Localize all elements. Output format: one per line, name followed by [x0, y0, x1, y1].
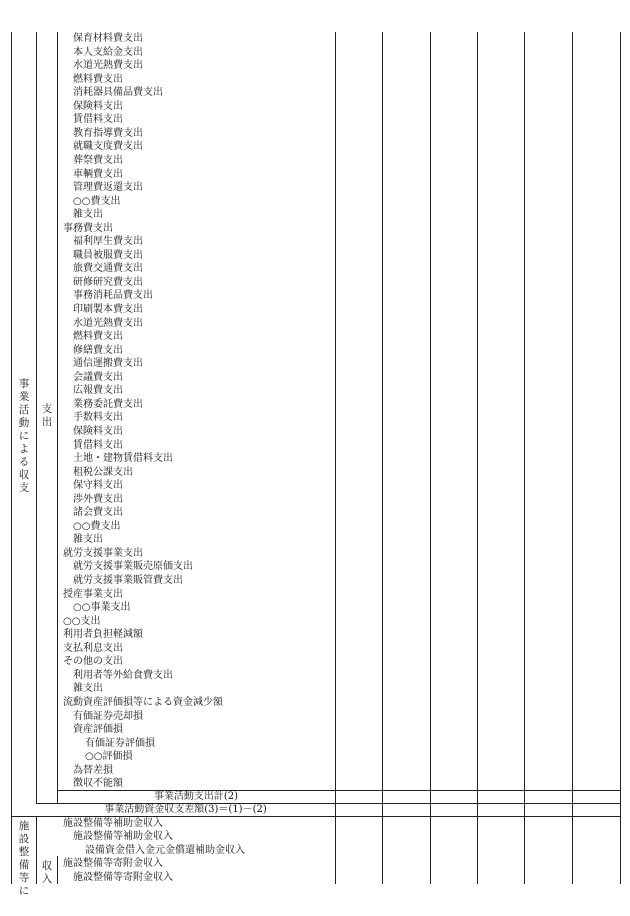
sub-expense-chars-char: 支	[41, 403, 53, 415]
expense-item-row: 消耗器具備品費支出	[73, 87, 163, 99]
rule-col-6	[572, 32, 573, 884]
rule-col-sub	[57, 32, 58, 803]
section-facility-label	[18, 820, 30, 898]
expense-item-row: 利用者負担軽減額	[63, 629, 143, 641]
expense-item-row: 本人支給金支出	[73, 46, 143, 58]
section-facility-chars-char: 備	[18, 859, 30, 871]
expense-item-row: 諸会費支出	[73, 507, 123, 519]
expense-item-row: 就労支援事業販売原価支出	[73, 561, 193, 573]
expense-item-row: 就労支援事業販管費支出	[73, 575, 183, 586]
section-facility-chars-char: 等	[18, 872, 30, 884]
expense-item-row: 手数料支出	[73, 412, 123, 424]
expense-item-row: 就職支度費支出	[73, 141, 143, 153]
section-operating-chars-char: 活	[18, 404, 30, 416]
subsection-income-label	[41, 860, 53, 886]
expense-item-row: 授産事業支出	[63, 588, 123, 600]
expense-item-row: 保険料支出	[73, 425, 123, 437]
expense-item-row: 為替差損	[73, 764, 113, 776]
expense-item-row: 管理費返還支出	[73, 182, 143, 194]
expense-item-row: 会議費支出	[73, 371, 123, 383]
expense-item-row: 福利厚生費支出	[73, 236, 143, 248]
rule-col-1	[335, 32, 336, 884]
rule-col-left	[11, 32, 12, 884]
sub-expense-chars-char: 出	[41, 416, 53, 428]
section-facility-chars-char: 整	[18, 846, 30, 858]
section-operating-chars-char: る	[18, 456, 30, 468]
expense-item-row: 保守料支出	[73, 480, 123, 492]
difference-row-label: 事業活動資金収支差額(3)＝(1)－(2)	[104, 804, 267, 815]
expense-item-row: 研修研究費支出	[73, 276, 143, 288]
subtotal-row-label: 事業活動支出計(2)	[153, 791, 239, 802]
section-operating-chars-char: 動	[18, 417, 30, 429]
section-facility-chars-char: 設	[18, 833, 30, 845]
expense-item-row: ○○事業支出	[73, 602, 131, 614]
expense-item-row: 有価証券評価損	[85, 737, 155, 749]
expense-item-row: 有価証券売却損	[73, 710, 143, 722]
expense-item-row: 車輌費支出	[73, 168, 123, 180]
expense-item-row: 水道光熱費支出	[73, 317, 143, 329]
sub-income-chars-char: 入	[41, 873, 53, 885]
expense-item-row: 租税公課支出	[73, 466, 133, 478]
section-operating-chars-char: に	[18, 430, 30, 442]
facility-item-row: 施設整備等補助金収入	[73, 831, 173, 843]
expense-item-row: 雑支出	[73, 683, 103, 695]
facility-item-row: 施設整備等寄附金収入	[73, 871, 173, 883]
expense-item-row: ○○評価損	[85, 751, 133, 763]
expense-item-row: 教育指導費支出	[73, 127, 143, 139]
expense-item-row: 賃借料支出	[73, 114, 123, 126]
expense-item-row: 印刷製本費支出	[73, 304, 143, 315]
section-facility-chars-char: に	[18, 885, 30, 897]
expense-item-row: 徴収不能額	[73, 778, 123, 790]
section-operating-chars-char: 業	[18, 391, 30, 403]
facility-item-row: 施設整備等補助金収入	[63, 818, 163, 829]
section-operating-label	[18, 378, 30, 495]
expense-item-row: 渉外費支出	[73, 493, 123, 505]
expense-item-row: 業務委託費支出	[73, 398, 143, 410]
expense-item-row: 土地・建物賃借料支出	[73, 453, 173, 465]
rule-col-sub-2	[57, 856, 58, 884]
sub-income-chars-char: 収	[41, 860, 53, 872]
expense-item-row: 通信運搬費支出	[73, 358, 143, 370]
expense-item-row: 事務費支出	[63, 222, 113, 234]
subsection-expense-label	[41, 403, 53, 429]
expense-item-row: 燃料費支出	[73, 73, 123, 85]
facility-item-row: 設備資金借入金元金償還補助金収入	[85, 844, 245, 856]
expense-item-row: 水道光熱費支出	[73, 60, 143, 72]
expense-item-row: 雑支出	[73, 209, 103, 221]
rule-col-4	[477, 32, 478, 884]
expense-item-row: 燃料費支出	[73, 331, 123, 343]
rule-col-section-2	[36, 816, 37, 884]
rule-col-right	[620, 32, 621, 884]
section-operating-chars-char: 事	[18, 378, 30, 390]
rule-col-5	[524, 32, 525, 884]
rule-col-2	[382, 32, 383, 884]
expense-item-row: 修繕費支出	[73, 344, 123, 356]
expense-item-row: 就労支援事業支出	[63, 547, 143, 559]
section-facility-chars-char: 施	[18, 820, 30, 832]
section-operating-chars-char: 収	[18, 469, 30, 481]
expense-item-row: 保育材料費支出	[73, 33, 143, 44]
expense-item-row: 利用者等外給食費支出	[73, 669, 173, 681]
expense-item-row: 流動資産評価損等による資金減少額	[63, 696, 223, 708]
rule-col-section	[36, 32, 37, 803]
expense-item-row: ○○費支出	[73, 520, 121, 532]
expense-item-row: 保険料支出	[73, 100, 123, 112]
expense-item-row: 支払利息支出	[63, 642, 123, 654]
expense-item-row: ○○支出	[63, 615, 101, 627]
expense-item-row: 職員被服費支出	[73, 249, 143, 261]
facility-item-row: 施設整備等寄附金収入	[63, 858, 163, 870]
section-operating-chars-char: よ	[18, 443, 30, 455]
expense-item-row: 旅費交通費支出	[73, 263, 143, 275]
expense-item-row: 広報費支出	[73, 385, 123, 397]
expense-item-row: 雑支出	[73, 534, 103, 546]
expense-item-row: ○○費支出	[73, 195, 121, 207]
expense-item-row: 事務消耗品費支出	[73, 290, 153, 302]
expense-item-row: 葬祭費支出	[73, 154, 123, 166]
expense-item-row: 賃借料支出	[73, 439, 123, 451]
section-operating-chars-char: 支	[18, 482, 30, 494]
expense-item-row: 資産評価損	[73, 724, 123, 736]
expense-item-row: その他の支出	[63, 656, 123, 668]
rule-col-3	[430, 32, 431, 884]
